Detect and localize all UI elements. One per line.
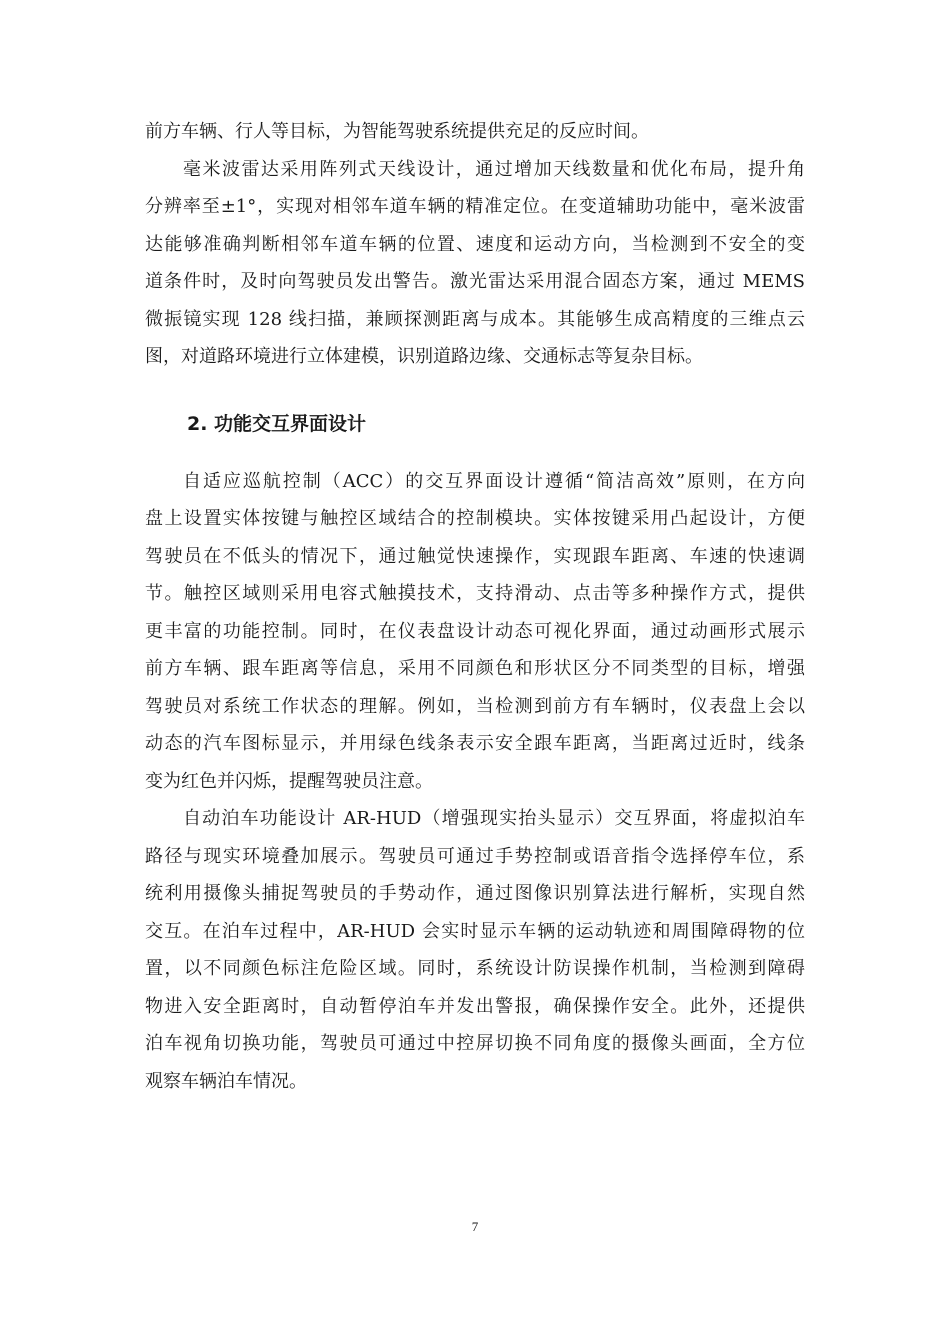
text-line: 达能够准确判断相邻车道车辆的位置、速度和运动方向，当检测到不安全的变: [145, 233, 805, 255]
text-line: 路径与现实环境叠加展示。驾驶员可通过手势控制或语音指令选择停车位，系: [145, 845, 805, 867]
text-line: 置，以不同颜色标注危险区域。同时，系统设计防误操作机制，当检测到障碍: [145, 958, 805, 979]
text-line: 动态的汽车图标显示，并用绿色线条表示安全跟车距离，当距离过近时，线条: [145, 733, 805, 754]
text-line: 泊车视角切换功能，驾驶员可通过中控屏切换不同角度的摄像头画面，全方位: [145, 1033, 805, 1054]
paragraph-acc: [145, 463, 805, 801]
text-line: 自适应巡航控制（ACC）的交互界面设计遵循“简洁高效”原则，在方向: [183, 470, 805, 492]
paragraph-continued: [145, 113, 805, 151]
text-line: 分辨率至±1°，实现对相邻车道车辆的精准定位。在变道辅助功能中，毫米波雷: [145, 196, 805, 217]
text-line: 道条件时，及时向驾驶员发出警告。激光雷达采用混合固态方案，通过 MEMS: [145, 271, 805, 292]
text-line: 驾驶员对系统工作状态的理解。例如，当检测到前方有车辆时，仪表盘上会以: [145, 695, 805, 717]
text-line: 观察车辆泊车情况。: [145, 1070, 307, 1092]
text-line: 统利用摄像头捕捉驾驶员的手势动作，通过图像识别算法进行解析，实现自然: [145, 883, 805, 904]
paragraph-parking: [145, 800, 805, 1100]
text-line: 毫米波雷达采用阵列式天线设计，通过增加天线数量和优化布局，提升角: [183, 158, 805, 180]
text-line: 图，对道路环境进行立体建模，识别道路边缘、交通标志等复杂目标。: [145, 346, 703, 367]
text-line: 自动泊车功能设计 AR-HUD（增强现实抬头显示）交互界面，将虚拟泊车: [183, 808, 805, 829]
text-line: 微振镜实现 128 线扫描，兼顾探测距离与成本。其能够生成高精度的三维点云: [145, 308, 805, 330]
text-line: 驾驶员在不低头的情况下，通过触觉快速操作，实现跟车距离、车速的快速调: [145, 545, 805, 567]
text-line: 变为红色并闪烁，提醒驾驶员注意。: [145, 770, 433, 792]
text-line: 前方车辆、跟车距离等信息，采用不同颜色和形状区分不同类型的目标，增强: [145, 658, 805, 679]
section-heading: 2. 功能交互界面设计: [187, 412, 367, 435]
text-line: 盘上设置实体按键与触控区域结合的控制模块。实体按键采用凸起设计，方便: [145, 508, 805, 529]
page-body: [145, 113, 805, 1100]
text-line: 更丰富的功能控制。同时，在仪表盘设计动态可视化界面，通过动画形式展示: [145, 620, 805, 642]
text-line: 交互。在泊车过程中，AR-HUD 会实时显示车辆的运动轨迹和周围障碍物的位: [145, 920, 805, 942]
text-line: 前方车辆、行人等目标，为智能驾驶系统提供充足的反应时间。: [145, 121, 649, 142]
text-line: 物进入安全距离时，自动暂停泊车并发出警报，确保操作安全。此外，还提供: [145, 995, 805, 1017]
text-line: 节。触控区域则采用电容式触摸技术，支持滑动、点击等多种操作方式，提供: [145, 583, 805, 604]
page-number: 7: [471, 1219, 479, 1234]
paragraph-radar: [145, 151, 805, 376]
